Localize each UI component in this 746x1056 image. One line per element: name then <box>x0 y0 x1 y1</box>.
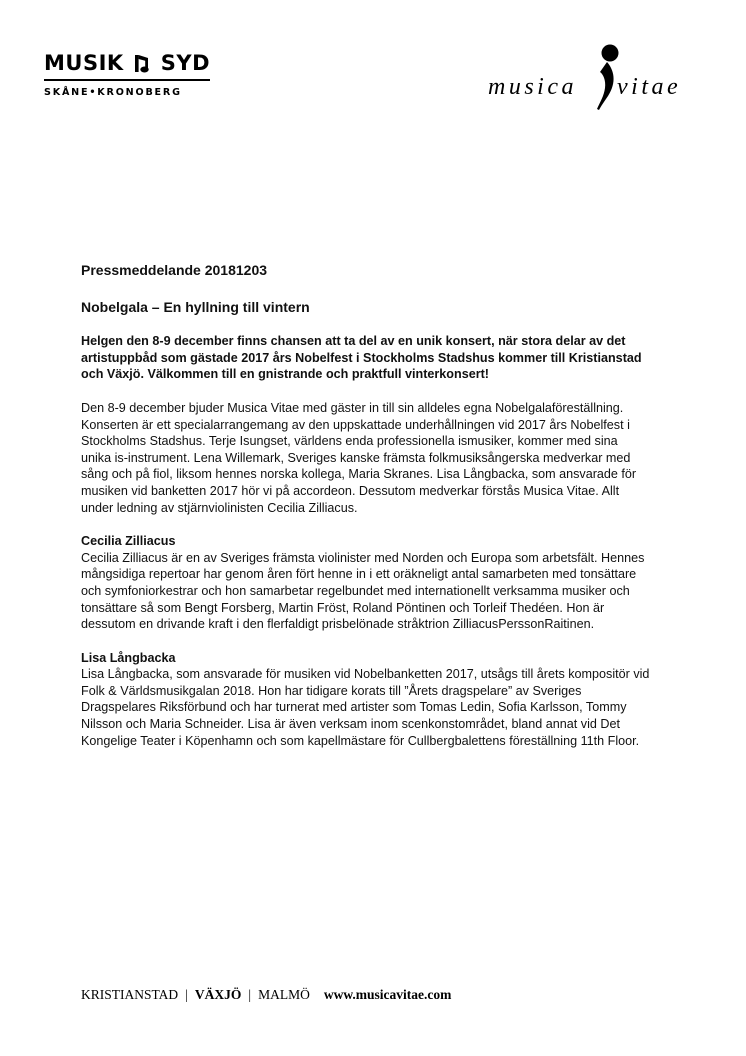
footer-separator: | <box>248 987 252 1002</box>
logo-left-part1: MUSIK <box>44 51 124 75</box>
press-release-body <box>81 262 651 766</box>
footer-separator: | <box>185 987 188 1002</box>
footer-city-kristianstad: KRISTIANSTAD <box>81 987 179 1002</box>
footer-city-malmo: MALMÖ <box>258 987 310 1002</box>
music-note-icon <box>133 52 151 74</box>
note-mark-icon <box>592 42 620 112</box>
section-text-cecilia: Cecilia Zilliacus är en av Sveriges främsta violinister med Norden och Europa som arbetsfält. Hennes mångsidiga repertoar har genom åren fört henne in i ett oräkneligt antal samarbeten med tonsättare och symfoniorkestrar och hon samarbetar regelbundet med internationellt verksamma musiker och tonsättare så som Bengt Forsberg, Martin Fröst, Roland Pöntinen och Torleif Thedéen. Hon är dessutom en drivande kraft i den flerfaldigt prisbelönade stråktrion ZilliacusPerssonRaitinen. <box>81 550 645 632</box>
page-title: Nobelgala – En hyllning till vintern <box>81 298 310 315</box>
logo-left-part2: SYD <box>160 51 210 75</box>
section-text-lisa: Lisa Långbacka, som ansvarade för musiken vid Nobelbanketten 2017, utsågs till årets kompositör vid Folk & Världsmusikgalan 2018. Hon har tidigare korats till ”Årets dragspelare” av Sveriges Dragspelares Riksförbund och har turnerat med artister som Tomas Ledin, Sofia Karlsson, Tommy Nilsson och Maria Schneider. Lisa är även verksam inom scenkonstområdet, bland annat vid Det Kongelige Teater i Köpenhamn och som kapellmästare för Cullbergbalettens föreställning 11th Floor. <box>81 667 650 748</box>
press-release-label: Pressmeddelande 20181203 <box>81 262 268 278</box>
footer-website-link[interactable]: www.musicavitae.com <box>323 987 452 1002</box>
footer-city-vaxjo: VÄXJÖ <box>194 987 242 1002</box>
musik-i-syd-wordmark <box>44 52 210 74</box>
logo-divider <box>44 79 210 81</box>
logo-right-part2: vitae <box>617 74 682 100</box>
section-heading-cecilia: Cecilia Zilliacus <box>81 534 176 549</box>
musik-i-syd-logo <box>44 52 210 98</box>
logo-left-subtitle: SKÅNE•KRONOBERG <box>44 87 182 98</box>
musica-vitae-logo <box>488 42 708 112</box>
lead-paragraph: Helgen den 8-9 december finns chansen att ta del av en unik konsert, när stora delar av det artistuppbåd som gästade 2017 års Nobelfest i Stockholms Stadshus kommer till Kristianstad och Växjö. Välkommen till en gnistrande och praktfull vinterkonsert! <box>81 334 642 382</box>
section-heading-lisa: Lisa Långbacka <box>81 650 176 665</box>
logo-right-part1: musica <box>488 74 577 100</box>
intro-paragraph: Den 8-9 december bjuder Musica Vitae med gäster in till sin alldeles egna Nobelgalaföreställning. Konserten är ett specialarrangemang av den uppskattade underhållningen vid 2017 års Nobelfest i Stockholms Stadshus. Terje Isungset, världens enda professionella ismusiker, kommer med sina unika is-instrument. Lena Willemark, Sveriges kanske främsta folkmusiksångerska medverkar med sång och på fiol, liksom hennes norska kollega, Maria Skranes. Lisa Långbacka, som ansvarade för musiken vid banketten 2017 hör vi på accordeon. Dessutom medverkar förstås Musica Vitae. Allt under ledning av stjärnviolinisten Cecilia Zilliacus. <box>81 400 637 515</box>
footer <box>81 987 451 1003</box>
